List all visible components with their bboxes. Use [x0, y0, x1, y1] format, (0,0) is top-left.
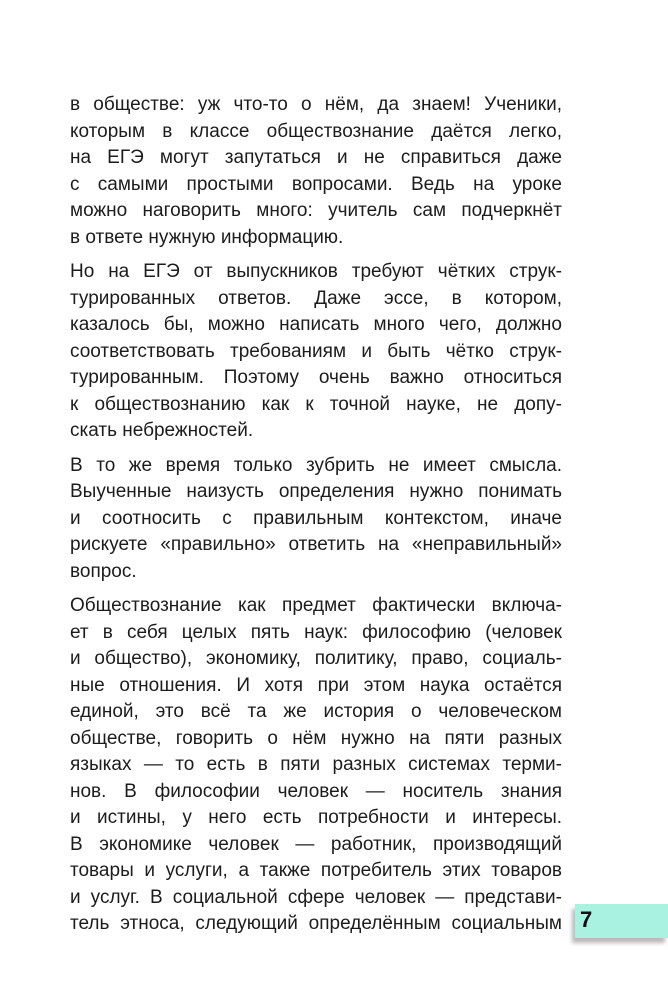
text-line: в обществе: уж что-то о нём, да знаем! Ученики, — [70, 94, 562, 115]
text-line: товары и услуги, а также потребитель этих товаров — [70, 860, 562, 881]
body-text — [70, 92, 562, 946]
text-line: на ЕГЭ могут запутаться и не справиться даже — [70, 147, 562, 168]
text-line: вопрос. — [70, 560, 137, 582]
text-line: можно наговорить много: учитель сам подчеркнёт — [70, 200, 562, 221]
text-line: Но на ЕГЭ от выпускников требуют чётких струк- — [70, 261, 562, 282]
text-line: нов. В философии человек — носитель знания — [70, 780, 562, 802]
page-number: 7 — [580, 907, 593, 932]
text-line: обществе, говорить о нём нужно на пяти разных — [70, 727, 562, 749]
text-line: скать небрежностей. — [70, 420, 254, 441]
text-line: единой, это всё та же история о человеческом — [70, 701, 562, 722]
text-line: рискуете «правильно» ответить на «неправильный» — [70, 534, 562, 555]
text-line: и истины, у него есть потребности и интересы. — [70, 807, 562, 828]
text-line: Выученные наизусть определения нужно понимать — [70, 481, 562, 502]
paragraph-1 — [70, 92, 562, 251]
paragraph-2 — [70, 259, 562, 445]
paragraph-3 — [70, 453, 562, 586]
text-line: В экономике человек — работник, производящий — [70, 833, 562, 855]
text-line: и соотносить с правильным контекстом, иначе — [70, 507, 562, 529]
text-line: тель этноса, следующий определённым социальным — [70, 913, 562, 934]
paragraph-4 — [70, 593, 562, 938]
text-line: которым в классе обществознание даётся легко, — [70, 120, 562, 142]
text-line: с самыми простыми вопросами. Ведь на уроке — [70, 173, 562, 195]
text-line: ет в себя целых пять наук: философию (человек — [70, 621, 562, 643]
text-line: казалось бы, можно написать много чего, должно — [70, 314, 562, 335]
text-line: и услуг. В социальной сфере человек — представи- — [70, 886, 562, 908]
text-line: соответствовать требованиям и быть чётко струк- — [70, 340, 562, 362]
text-line: и общество), экономику, политику, право, социаль- — [70, 648, 562, 669]
text-line: турированных ответов. Даже эссе, в котором, — [70, 287, 562, 309]
text-line: турированным. Поэтому очень важно относиться — [70, 367, 562, 388]
text-line: ные отношения. И хотя при этом наука остаётся — [70, 674, 562, 696]
text-line: В то же время только зубрить не имеет смысла. — [70, 454, 562, 476]
text-line: Обществознание как предмет фактически включа- — [70, 595, 562, 616]
text-line: к обществознанию как к точной науке, не допу- — [70, 393, 562, 415]
text-line: языках — то есть в пяти разных системах терми- — [70, 754, 562, 775]
text-line: в ответе нужную информацию. — [70, 226, 344, 248]
